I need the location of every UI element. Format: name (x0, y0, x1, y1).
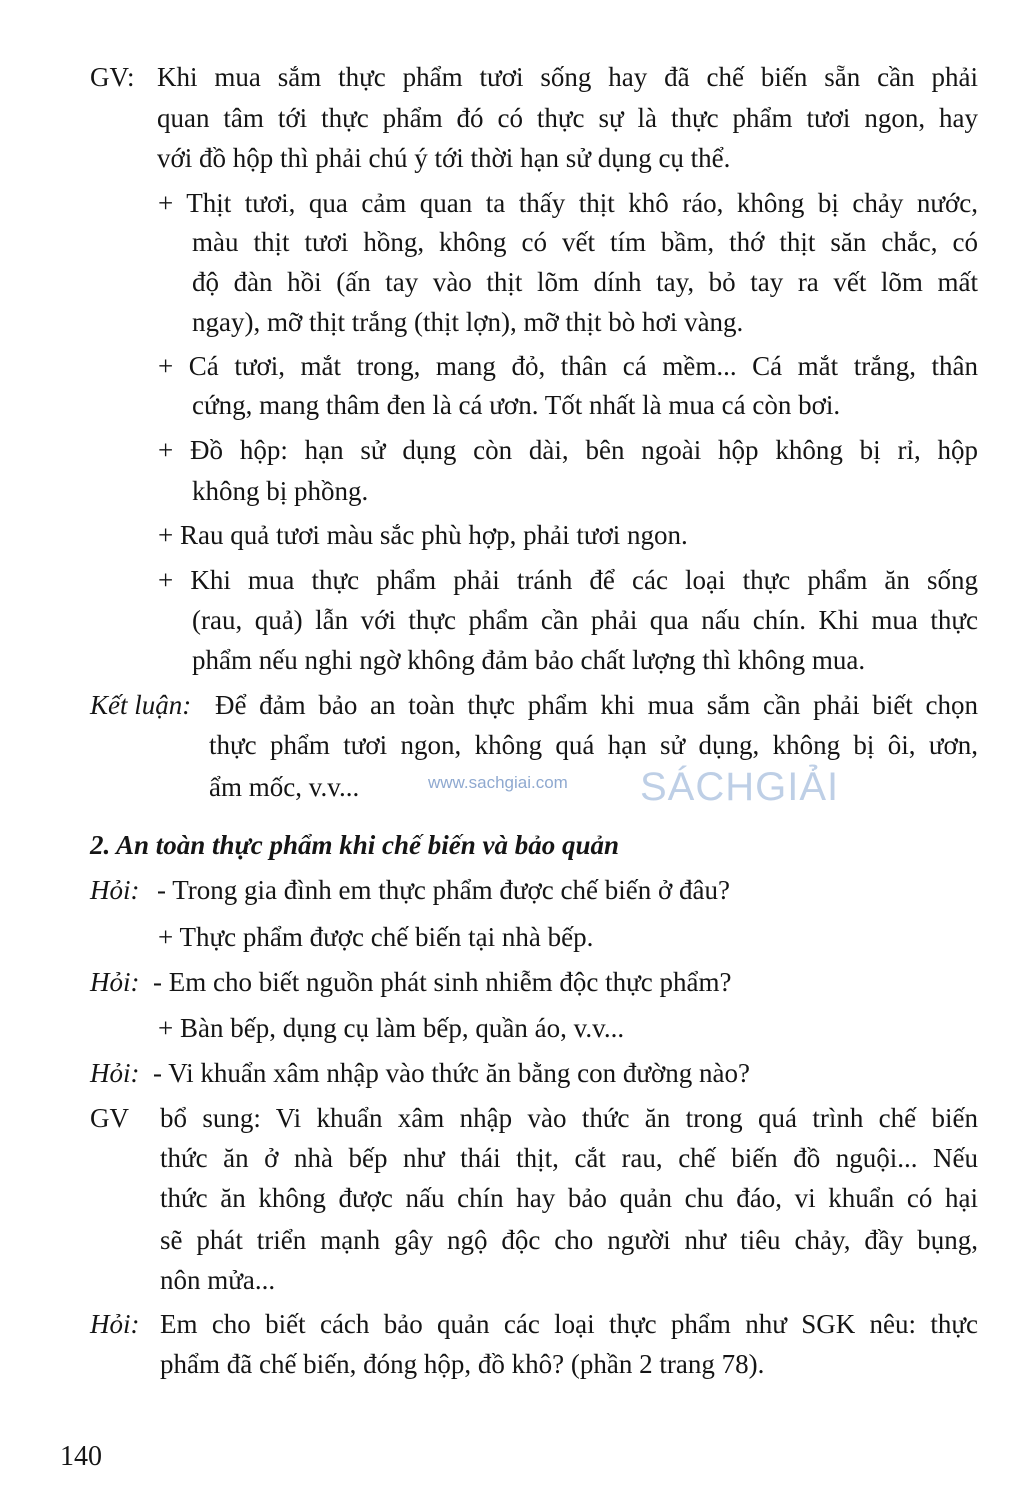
text-line: ngay), mỡ thịt trắng (thịt lợn), mỡ thịt bò hơi vàng. (192, 307, 744, 337)
bullet-line: + Rau quả tươi màu sắc phù hợp, phải tươi ngon. (158, 520, 688, 550)
text-line: sẽ phát triển mạnh gây ngộ độc cho người như tiêu chảy, đầy bụng, (160, 1225, 978, 1255)
text-line: (rau, quả) lẫn với thực phẩm cần phải qua nấu chín. Khi mua thực (192, 605, 978, 635)
text-line: thức ăn không được nấu chín hay bảo quản chu đáo, vi khuẩn có hại (160, 1183, 978, 1213)
text-line: thức ăn ở nhà bếp như thái thịt, cắt rau, chế biến đồ nguội... Nếu (160, 1143, 978, 1173)
text-line: bổ sung: Vi khuẩn xâm nhập vào thức ăn trong quá trình chế biến (160, 1103, 978, 1133)
section-heading: 2. An toàn thực phẩm khi chế biến và bảo quản (90, 830, 620, 860)
text-line: ẩm mốc, v.v... (209, 772, 360, 802)
text-line: màu thịt tươi hồng, không có vết tím bầm, thớ thịt săn chắc, có (192, 227, 978, 257)
bullet-line: + Đồ hộp: hạn sử dụng còn dài, bên ngoài hộp không bị rỉ, hộp (158, 435, 978, 465)
page-number: 140 (60, 1441, 102, 1472)
question-line: - Vi khuẩn xâm nhập vào thức ăn bằng con đường nào? (153, 1058, 751, 1088)
label-ket-luan: Kết luận: (90, 690, 192, 720)
label-hoi: Hỏi: (90, 1058, 140, 1088)
question-line: - Trong gia đình em thực phẩm được chế biến ở đâu? (157, 875, 730, 905)
text-line: độ đàn hồi (ấn tay vào thịt lõm dính tay, bỏ tay ra vết lõm mất (192, 267, 978, 297)
label-hoi: Hỏi: (90, 967, 140, 997)
text-line: với đồ hộp thì phải chú ý tới thời hạn sử dụng cụ thể. (157, 143, 731, 173)
question-line: Em cho biết cách bảo quản các loại thực phẩm như SGK nêu: thực (160, 1309, 978, 1339)
text-line: phẩm nếu nghi ngờ không đảm bảo chất lượng thì không mua. (192, 645, 866, 675)
bullet-line: + Thịt tươi, qua cảm quan ta thấy thịt khô ráo, không bị chảy nước, (158, 188, 978, 218)
text-line: nôn mửa... (160, 1265, 276, 1295)
speaker-label-gv: GV: (90, 62, 135, 92)
bullet-line: + Cá tươi, mắt trong, mang đỏ, thân cá mềm... Cá mắt trắng, thân (158, 351, 978, 381)
text-line: phẩm đã chế biến, đóng hộp, đồ khô? (phần 2 trang 78). (160, 1349, 765, 1379)
text-line: Khi mua sắm thực phẩm tươi sống hay đã chế biến sẵn cần phải (157, 62, 978, 92)
answer-line: + Bàn bếp, dụng cụ làm bếp, quần áo, v.v... (158, 1013, 625, 1043)
text-line: quan tâm tới thực phẩm đó có thực sự là thực phẩm tươi ngon, hay (157, 103, 978, 133)
text-line: Để đảm bảo an toàn thực phẩm khi mua sắm cần phải biết chọn (215, 690, 978, 720)
text-line: không bị phồng. (192, 476, 369, 506)
speaker-label-gv: GV (90, 1103, 129, 1133)
question-line: - Em cho biết nguồn phát sinh nhiễm độc thực phẩm? (153, 967, 732, 997)
text-line: cứng, mang thâm đen là cá ươn. Tốt nhất là mua cá còn bơi. (192, 390, 841, 420)
text-line: thực phẩm tươi ngon, không quá hạn sử dụng, không bị ôi, ươn, (209, 730, 978, 760)
label-hoi: Hỏi: (90, 875, 140, 905)
bullet-line: + Khi mua thực phẩm phải tránh để các loại thực phẩm ăn sống (158, 565, 978, 595)
answer-line: + Thực phẩm được chế biến tại nhà bếp. (158, 922, 594, 952)
watermark-logo: SÁCHGIẢI (640, 765, 840, 809)
watermark-url: www.sachgiai.com (428, 773, 568, 792)
label-hoi: Hỏi: (90, 1309, 140, 1339)
